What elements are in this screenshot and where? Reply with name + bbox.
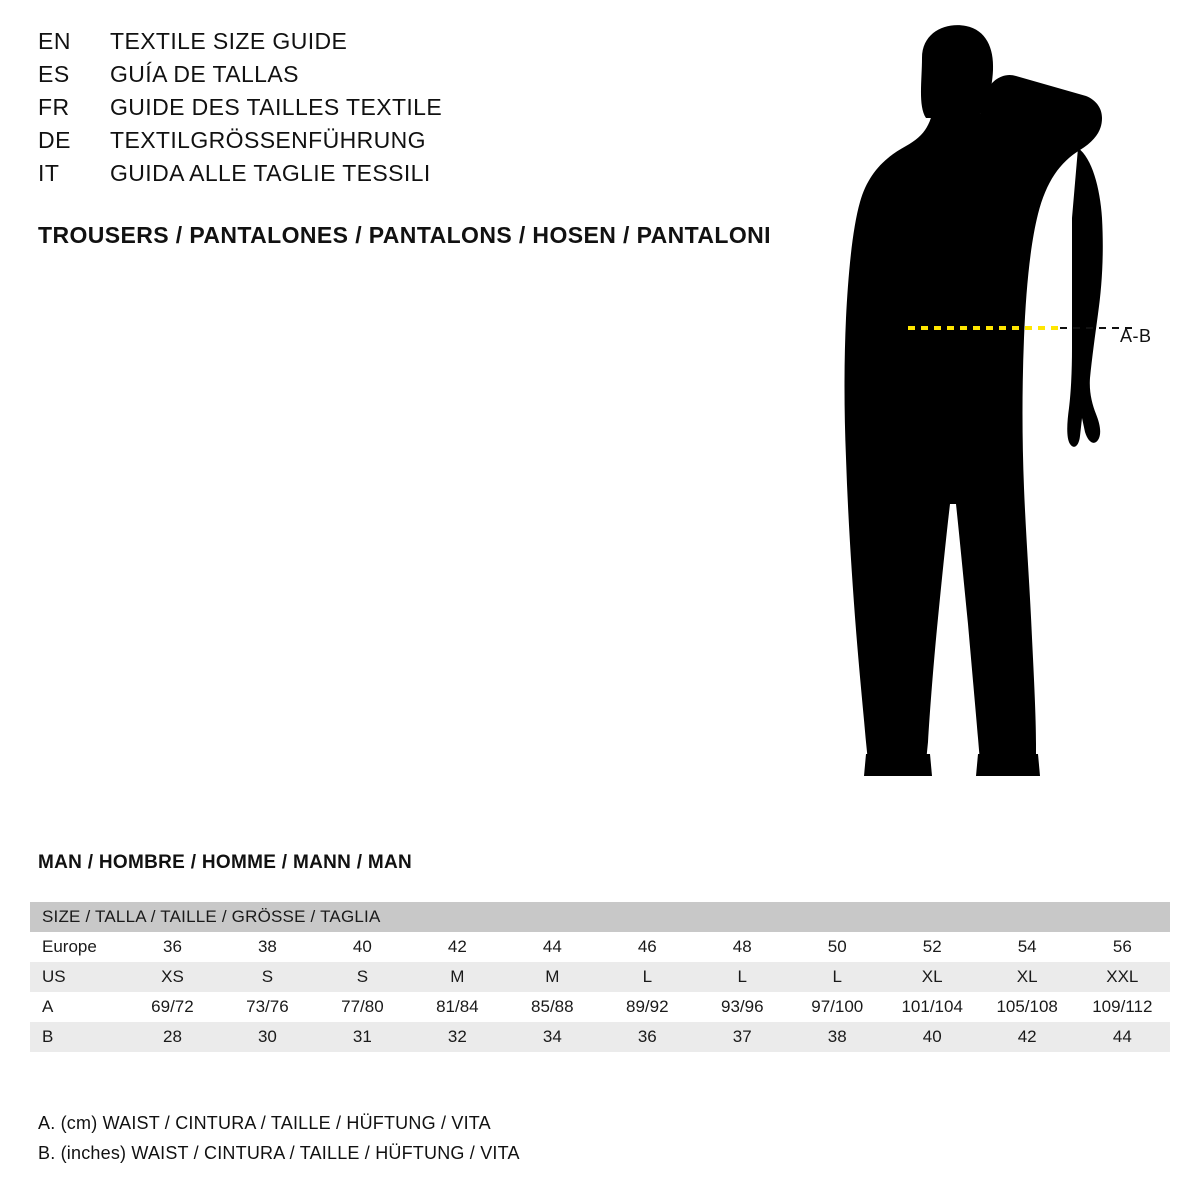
table-cell: 89/92 (626, 997, 669, 1016)
language-row (38, 94, 798, 127)
table-cell: 77/80 (341, 997, 384, 1016)
language-row (38, 61, 798, 94)
table-cell: 101/104 (901, 997, 963, 1016)
footnote-b: B. (inches) WAIST / CINTURA / TAILLE / HÜFTUNG / VITA (38, 1143, 520, 1163)
table-cell: 38 (827, 1027, 847, 1046)
size-table (30, 902, 1170, 1052)
table-cell: 31 (352, 1027, 372, 1046)
language-row (38, 127, 798, 160)
language-code: ES (38, 61, 70, 87)
table-cell: 105/108 (996, 997, 1058, 1016)
footnotes (38, 1108, 520, 1168)
table-cell: 28 (162, 1027, 182, 1046)
language-code: EN (38, 28, 71, 54)
table-cell: XL (921, 967, 943, 986)
table-cell: 38 (257, 937, 277, 956)
male-figure-illustration (810, 18, 1200, 808)
table-cell: XXL (1106, 967, 1139, 986)
language-code: DE (38, 127, 71, 153)
table-cell: 52 (922, 937, 942, 956)
table-header-label: SIZE / TALLA / TAILLE / GRÖSSE / TAGLIA (42, 907, 381, 926)
table-cell: M (545, 967, 560, 986)
table-cell: M (450, 967, 465, 986)
table-cell: 34 (542, 1027, 562, 1046)
language-title-text: TEXTILE SIZE GUIDE (110, 28, 348, 54)
table-cell: 54 (1017, 937, 1037, 956)
table-cell: S (261, 967, 274, 986)
table-cell: L (642, 967, 653, 986)
table-header-row (30, 902, 1170, 932)
table-cell: 42 (1017, 1027, 1037, 1046)
language-title-text: TEXTILGRÖSSENFÜHRUNG (110, 127, 426, 153)
table-cell: 42 (447, 937, 467, 956)
male-silhouette-icon (810, 18, 1200, 808)
table-cell: 69/72 (151, 997, 194, 1016)
table-cell: XS (161, 967, 184, 986)
table-cell: L (832, 967, 842, 986)
garment-type-title: TROUSERS / PANTALONES / PANTALONS / HOSEN / PANTALONI (38, 222, 771, 248)
gender-caption: MAN / HOMBRE / HOMME / MANN / MAN (38, 852, 413, 873)
table-cell: 36 (637, 1027, 657, 1046)
language-title-text: GUIDA ALLE TAGLIE TESSILI (110, 160, 431, 186)
language-title-text: GUIDE DES TAILLES TEXTILE (110, 94, 443, 120)
table-cell: 109/112 (1092, 997, 1153, 1016)
table-cell: 56 (1112, 937, 1132, 956)
language-title-block (38, 28, 798, 193)
table-cell: 36 (162, 937, 182, 956)
table-cell: 30 (257, 1027, 277, 1046)
table-cell: 44 (1112, 1027, 1132, 1046)
table-cell: 37 (732, 1027, 752, 1046)
footnote-a: A. (cm) WAIST / CINTURA / TAILLE / HÜFTUNG / VITA (38, 1113, 491, 1133)
table-row (30, 962, 1170, 992)
language-row (38, 160, 798, 193)
table-row (30, 992, 1170, 1022)
language-title-text: GUÍA DE TALLAS (110, 61, 299, 87)
row-label-a: A (42, 997, 54, 1016)
table-cell: S (356, 967, 369, 986)
language-code: FR (38, 94, 70, 120)
language-row (38, 28, 798, 61)
row-label-europe: Europe (42, 937, 97, 956)
row-label-b: B (42, 1027, 54, 1046)
row-label-us: US (42, 967, 66, 986)
table-cell: 73/76 (246, 997, 289, 1016)
table-cell: 85/88 (531, 997, 574, 1016)
table-row (30, 932, 1170, 962)
table-cell: 81/84 (436, 997, 479, 1016)
table-cell: XL (1016, 967, 1038, 986)
language-code: IT (38, 160, 60, 186)
table-cell: 97/100 (811, 997, 864, 1016)
table-cell: 93/96 (720, 997, 764, 1016)
table-cell: 40 (922, 1027, 942, 1046)
table-row (30, 1022, 1170, 1052)
table-cell: 40 (352, 937, 372, 956)
table-cell: 32 (447, 1027, 467, 1046)
table-cell: L (737, 967, 747, 986)
table-cell: 50 (827, 937, 847, 956)
table-cell: 44 (542, 937, 562, 956)
measure-label-ab: A-B (1120, 326, 1152, 346)
table-cell: 46 (637, 937, 657, 956)
table-cell: 48 (732, 937, 752, 956)
